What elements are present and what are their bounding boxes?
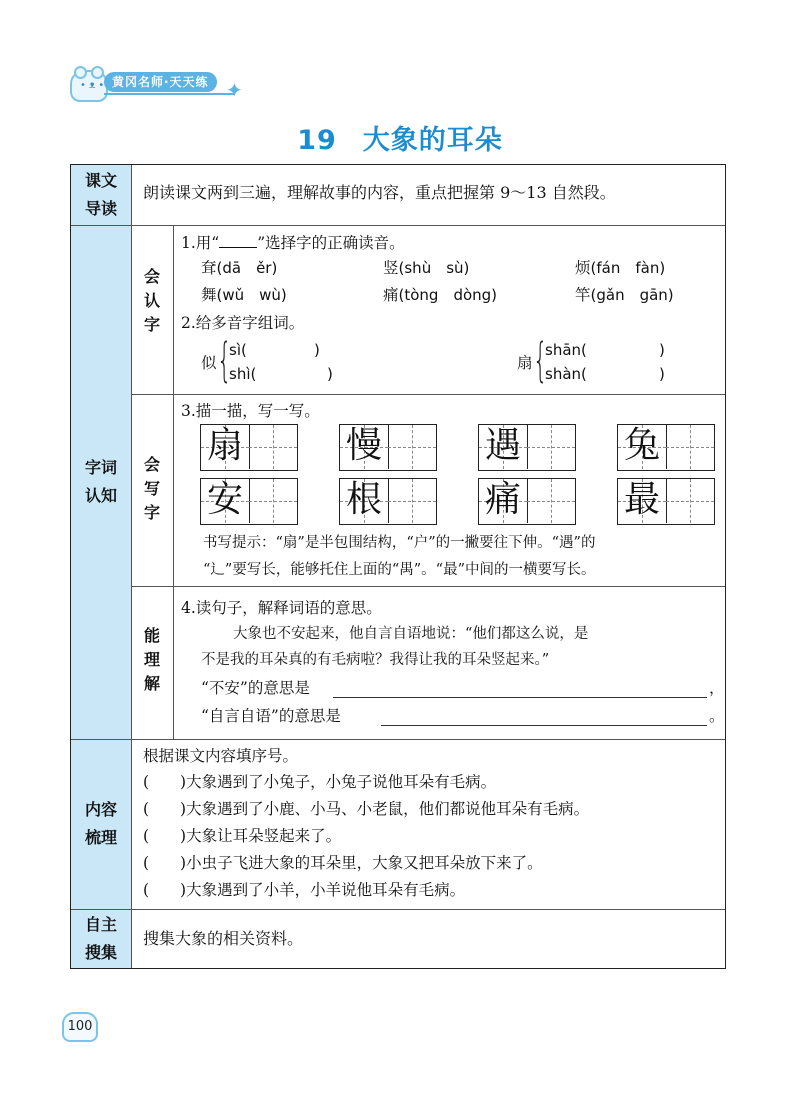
answer-blank bbox=[219, 233, 257, 248]
divider bbox=[71, 225, 725, 226]
model-character: 遇 bbox=[484, 425, 521, 466]
order-item: ( )大象遇到了小羊，小羊说他耳朵有毛病。 bbox=[143, 881, 466, 899]
sublabel-recognize: 会认字 bbox=[143, 267, 160, 334]
sublabel-understand: 能理解 bbox=[143, 626, 160, 693]
label-collect: 自主 搜集 bbox=[71, 909, 131, 968]
page-title bbox=[0, 118, 800, 157]
order-item: ( )大象遇到了小兔子，小兔子说他耳朵有毛病。 bbox=[143, 773, 497, 791]
model-character: 安 bbox=[206, 479, 243, 520]
writing-grid bbox=[617, 478, 715, 525]
punct: 。 bbox=[709, 707, 725, 725]
brand-underline bbox=[104, 93, 234, 95]
order-blank[interactable]: ( ) bbox=[143, 827, 187, 845]
lesson-number: 19 bbox=[297, 125, 337, 156]
pinyin-item: 竿(gǎn gān) bbox=[575, 286, 674, 304]
q4-instruction: 4.读句子，解释词语的意思。 bbox=[181, 599, 382, 617]
divider bbox=[71, 909, 725, 910]
model-character: 兔 bbox=[623, 425, 660, 466]
brand-label: 黄冈名师·天天练 bbox=[104, 72, 217, 92]
model-character: 痛 bbox=[484, 479, 521, 520]
punct: ， bbox=[709, 679, 725, 697]
answer-line[interactable] bbox=[333, 697, 707, 698]
answer-line[interactable] bbox=[381, 725, 707, 726]
order-instruction: 根据课文内容填序号。 bbox=[143, 747, 299, 765]
polyphone-close: ) bbox=[659, 365, 665, 383]
model-character: 扇 bbox=[206, 425, 243, 466]
pinyin-item: 痛(tòng dòng) bbox=[383, 286, 498, 304]
sublabel-write: 会写字 bbox=[143, 455, 160, 522]
divider bbox=[131, 586, 725, 587]
writing-grid bbox=[339, 478, 437, 525]
model-character: 最 bbox=[623, 479, 660, 520]
writing-grid bbox=[478, 478, 576, 525]
label-order: 内容 梳理 bbox=[71, 739, 131, 909]
pinyin-item: 耷(dā ěr) bbox=[201, 259, 278, 277]
writing-tip: 书写提示：“扇”是半包围结构，“户”的一撇要往下伸。“遇”的 bbox=[203, 535, 596, 551]
order-blank[interactable]: ( ) bbox=[143, 881, 187, 899]
passage-text: 大象也不安起来，他自言自语地说：“他们都这么说，是 bbox=[233, 626, 589, 642]
writing-tip: “辶”要写长，能够托住上面的“禺”。“最”中间的一横要写长。 bbox=[203, 562, 596, 578]
polyphone-reading: sì( bbox=[229, 341, 247, 359]
writing-grid bbox=[200, 478, 298, 525]
writing-grid bbox=[478, 424, 576, 471]
polyphone-reading: shàn( bbox=[545, 365, 587, 383]
q2-instruction: 2.给多音字组词。 bbox=[181, 314, 305, 332]
polyphone-char: 扇 bbox=[517, 354, 533, 372]
label-words: 字词 认知 bbox=[71, 225, 131, 739]
model-character: 慢 bbox=[345, 425, 382, 466]
polyphone-close: ) bbox=[659, 341, 665, 359]
polyphone-reading: shān( bbox=[545, 341, 587, 359]
writing-grid bbox=[200, 424, 298, 471]
order-blank[interactable]: ( ) bbox=[143, 854, 187, 872]
sparkle-icon: ✦ bbox=[226, 78, 243, 102]
q1-instruction: 1.用“ ”选择字的正确读音。 bbox=[181, 234, 405, 252]
divider bbox=[131, 394, 725, 395]
pinyin-item: 舞(wǔ wù) bbox=[201, 286, 287, 304]
polyphone-close: ) bbox=[314, 341, 320, 359]
pinyin-item: 烦(fán fàn) bbox=[575, 259, 666, 277]
guide-text: 朗读课文两到三遍，理解故事的内容，重点把握第 9～13 自然段。 bbox=[143, 183, 616, 202]
order-item: ( )小虫子飞进大象的耳朵里，大象又把耳朵放下来了。 bbox=[143, 854, 543, 872]
passage-text: 不是我的耳朵真的有毛病啦？我得让我的耳朵竖起来。” bbox=[201, 652, 550, 668]
label-guide: 课文 导读 bbox=[71, 165, 131, 225]
q3-instruction: 3.描一描，写一写。 bbox=[181, 402, 320, 420]
page-number: 100 bbox=[62, 1012, 98, 1042]
order-blank[interactable]: ( ) bbox=[143, 800, 187, 818]
collect-text: 搜集大象的相关资料。 bbox=[143, 929, 304, 948]
brace-icon: { bbox=[533, 333, 548, 387]
prompt-buan: “不安”的意思是 bbox=[201, 679, 310, 697]
mascot-face: • ᴥ • bbox=[80, 80, 105, 91]
polyphone-reading: shì( bbox=[229, 365, 257, 383]
brace-icon: { bbox=[217, 333, 232, 387]
model-character: 根 bbox=[345, 479, 382, 520]
writing-grid bbox=[617, 424, 715, 471]
divider bbox=[71, 739, 725, 740]
pinyin-item: 竖(shù sù) bbox=[383, 259, 470, 277]
divider bbox=[131, 165, 132, 968]
worksheet-table bbox=[70, 164, 726, 969]
prompt-ziyanziyu: “自言自语”的意思是 bbox=[201, 707, 341, 725]
divider bbox=[173, 225, 174, 739]
writing-grid bbox=[339, 424, 437, 471]
lesson-title: 大象的耳朵 bbox=[362, 125, 503, 156]
order-item: ( )大象让耳朵竖起来了。 bbox=[143, 827, 342, 845]
polyphone-char: 似 bbox=[201, 354, 217, 372]
order-item: ( )大象遇到了小鹿、小马、小老鼠，他们都说他耳朵有毛病。 bbox=[143, 800, 590, 818]
polyphone-close: ) bbox=[327, 365, 333, 383]
order-blank[interactable]: ( ) bbox=[143, 773, 187, 791]
